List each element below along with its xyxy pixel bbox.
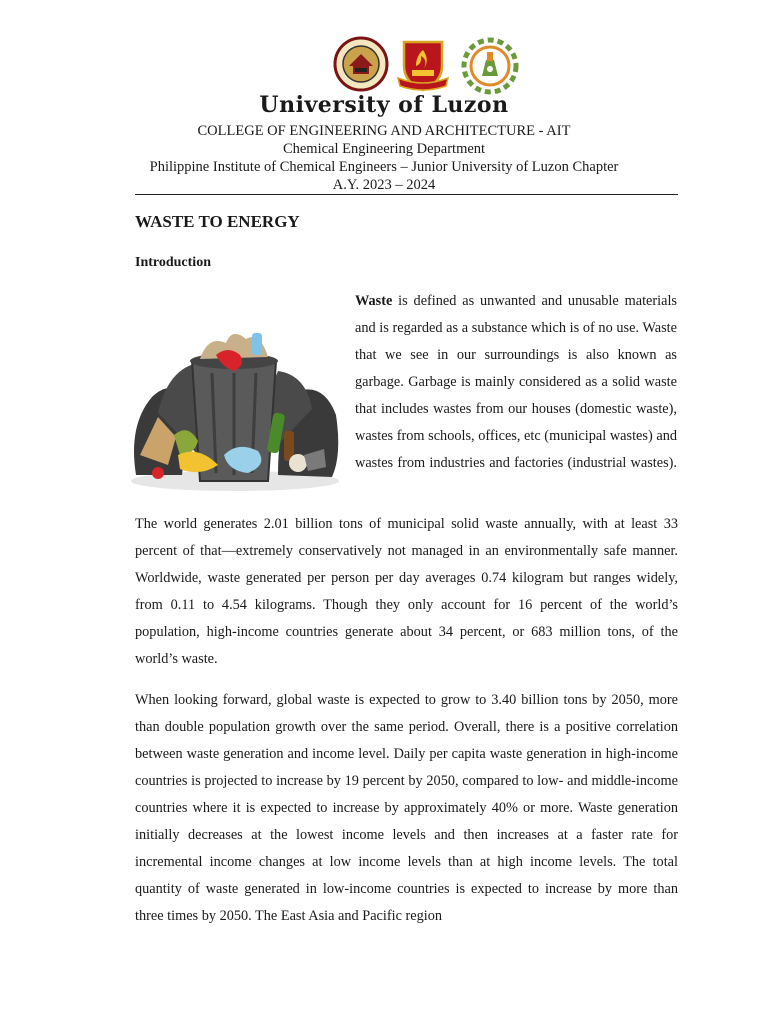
term-waste: Waste: [355, 293, 393, 309]
waste-definition-text: is defined as unwanted and unusable materials and is regarded as a substance which is of no use. Waste that we see in our surroundings is also known as garbage. Garbage is mainly considered as a solid waste that includes wastes from our houses (domestic waste), wastes from schools, offices, etc (municipal wastes) and wastes from industries and factories (industrial wastes).: [355, 293, 677, 471]
university-name: University of Luzon: [259, 92, 509, 118]
section-heading: Introduction: [135, 255, 211, 270]
college-shield-logo: [394, 36, 452, 94]
paragraph-waste-forecast: When looking forward, global waste is expected to grow to 3.40 billion tons by 2050, more than double population growth over the same period. Overall, there is a positive correlation between waste generation and income level. Daily per capita waste generation in high-income countries is projected to increase by 19 percent by 2050, compared to low- and middle-income countries where it is expected to increase by approximately 40% or more. Waste generation initially decreases at the lowest income levels and then increases at a faster rate for incremental income changes at low income levels than at high income levels. The total quantity of waste generated in low-income countries is expected to increase by more than three times by 2050. The East Asia and Pacific region: [135, 692, 678, 924]
header-divider: [135, 194, 678, 195]
header-logos: [0, 36, 768, 96]
department-name: Chemical Engineering Department: [282, 141, 486, 157]
garbage-pile-illustration: [128, 305, 343, 495]
paragraph-municipal-waste: The world generates 2.01 billion tons of municipal solid waste annually, with at least 33 percent of that—extremely conservatively not managed in an environmentally safe manner. Worldwide, waste generated per person per day averages 0.74 kilogram but ranges widely, from 0.11 to 4.54 kilograms. Though they only account for 16 percent of the world’s population, high-income countries generate about 34 percent, or 683 million tons, of the world’s waste.: [135, 516, 678, 667]
university-seal-logo: [333, 36, 389, 92]
waste-definition-paragraph: [355, 288, 677, 477]
document-title: WASTE TO ENERGY: [135, 212, 300, 231]
college-name: COLLEGE OF ENGINEERING AND ARCHITECTURE - AIT: [197, 123, 571, 139]
chapter-name: Philippine Institute of Chemical Engineers – Junior University of Luzon Chapter: [149, 159, 619, 175]
academic-year: A.Y. 2023 – 2024: [332, 177, 436, 193]
chemical-engineering-gear-logo: [460, 36, 520, 96]
